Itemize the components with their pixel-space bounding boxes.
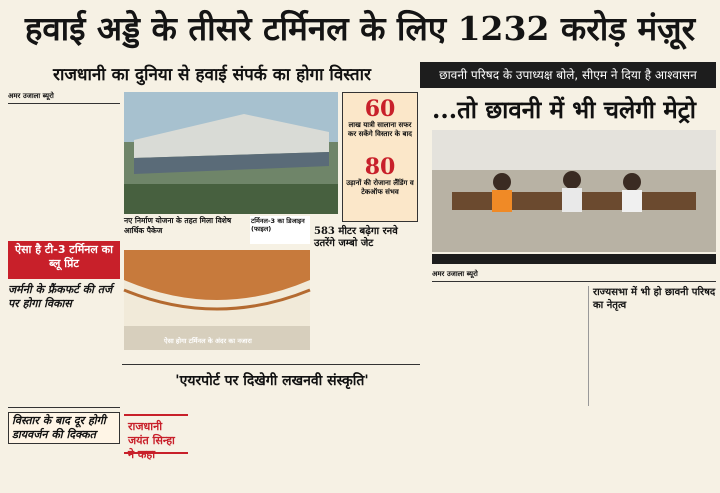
culture-headline: 'एयरपोर्ट पर दिखेगी लखनवी संस्कृति': [175, 373, 369, 389]
culture-body-top: [124, 396, 420, 412]
stats-box: [342, 92, 418, 222]
left-sidebar: [8, 92, 120, 492]
stat-value: 80: [364, 154, 396, 180]
sidebar-bottom-head: विस्तार के बाद दूर होगी डायवर्जन की दिक्कत: [8, 412, 120, 444]
sidebar-bottom-body: [8, 447, 120, 493]
sidebar-body: [8, 315, 120, 403]
byline-left: अमर उजाला ब्यूरो: [8, 92, 54, 100]
stat-value: 60: [364, 96, 396, 122]
right-body-text: [432, 286, 582, 490]
culture-body: [192, 414, 420, 490]
right-section-band: छावनी परिषद के उपाध्यक्ष बोले, सीएम ने दिया है आश्वासन: [420, 62, 716, 88]
terminal-exterior-photo: [124, 92, 338, 214]
runway-box: [314, 226, 418, 350]
photo-caption: नए निर्माण योजना के तहत मिला विशेष आर्थिक पैकेज: [124, 216, 232, 235]
rajya-sabha-headline: राज्यसभा में भी हो छावनी परिषद का नेतृत्व: [593, 287, 716, 311]
terminal-exterior-illustration: [124, 92, 338, 214]
right-headline: ...तो छावनी में भी चलेगी मेट्रो: [432, 95, 697, 124]
sidebar-subhead: जर्मनी के फ्रैंकफर्ट की तर्ज पर होगा विकास: [8, 283, 113, 310]
stat-text: उड़ानों की रोजाना लैंडिंग व टेकऑफ संभव: [346, 179, 414, 196]
terminal-interior-illustration: [124, 250, 310, 350]
terminal-interior-photo: [124, 250, 310, 350]
meeting-photo-caption: [432, 254, 716, 264]
sidebar-tag: ऐसा है टी-3 टर्मिनल का ब्लू प्रिंट: [8, 241, 120, 279]
divider: [8, 103, 120, 104]
runway-headline: 583 मीटर बढ़ेगा रनवे उतरेंगे जम्बो जेट: [314, 226, 398, 249]
byline-right: अमर उजाला ब्यूरो: [432, 270, 478, 278]
divider: [8, 407, 120, 408]
sub-headline: राजधानी का दुनिया से हवाई संपर्क का होगा विस्तार: [53, 65, 371, 85]
photo-label: टर्मिनल-3 का डिजाइन (फाइल): [250, 216, 310, 244]
runway-body: [314, 254, 418, 346]
page-headline: हवाई अड्डे के तीसरे टर्मिनल के लिए 1232 करोड़ मंज़ूर: [24, 9, 696, 48]
divider: [432, 281, 716, 282]
divider: [122, 364, 420, 365]
rajya-sabha-body: [593, 316, 716, 402]
left-body-text: [8, 107, 120, 237]
stat-text: लाख यात्री सालाना सफर कर सकेंगे विस्तार के बाद: [347, 121, 413, 138]
right-body-text-2: [588, 410, 716, 490]
rajya-sabha-box: [588, 286, 716, 406]
meeting-photo: [432, 130, 716, 252]
meeting-illustration: [432, 130, 716, 252]
quote-callout: राजधानी जयंत सिन्हा ने कहा: [124, 414, 188, 454]
photo-caption: ऐसा होगा टर्मिनल के अंदर का नजारा: [164, 337, 252, 345]
